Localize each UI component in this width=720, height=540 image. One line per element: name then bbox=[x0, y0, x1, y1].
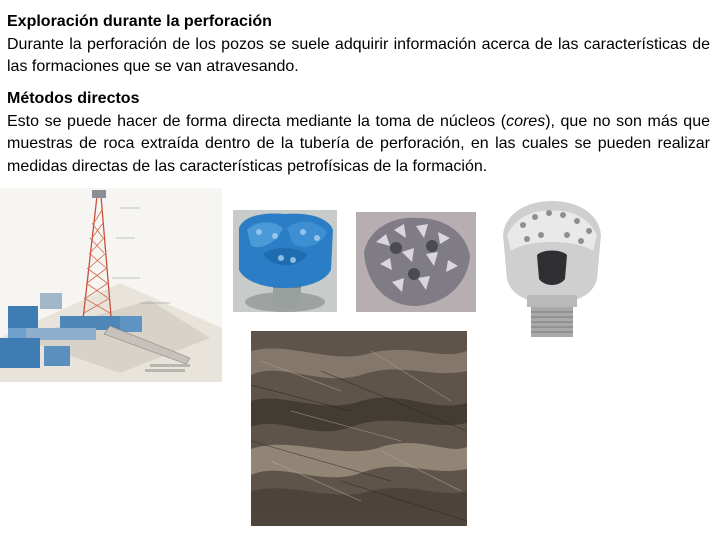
steel-roller-cone-bit-photo bbox=[356, 212, 476, 312]
section-exploracion bbox=[7, 11, 710, 79]
cores-term: cores bbox=[506, 112, 546, 130]
paragraph-text-start: Esto se puede hacer de forma directa mediante la toma de núcleos ( bbox=[7, 112, 507, 130]
tricone-drill-bit-photo bbox=[497, 195, 607, 345]
rock-core-sample-photo bbox=[251, 331, 467, 526]
paragraph-text-end: ), que no son más que muestras de roca extraída dentro de la tubería de perforación, en las cuales se pueden realizar medidas directas de las características petrofísicas de la formación. bbox=[7, 112, 711, 175]
paragraph-exploracion: Durante la perforación de los pozos se suele adquirir información acerca de las características de las formaciones que se van atravesando. bbox=[7, 35, 710, 75]
paragraph-metodos-directos bbox=[7, 111, 710, 179]
drilling-rig-illustration bbox=[0, 188, 222, 382]
section-metodos-directos bbox=[7, 88, 710, 178]
section-title-metodos-directos: Métodos directos bbox=[7, 90, 140, 107]
blue-roller-cone-bit-photo bbox=[233, 210, 337, 312]
section-title-exploracion: Exploración durante la perforación bbox=[7, 13, 272, 30]
